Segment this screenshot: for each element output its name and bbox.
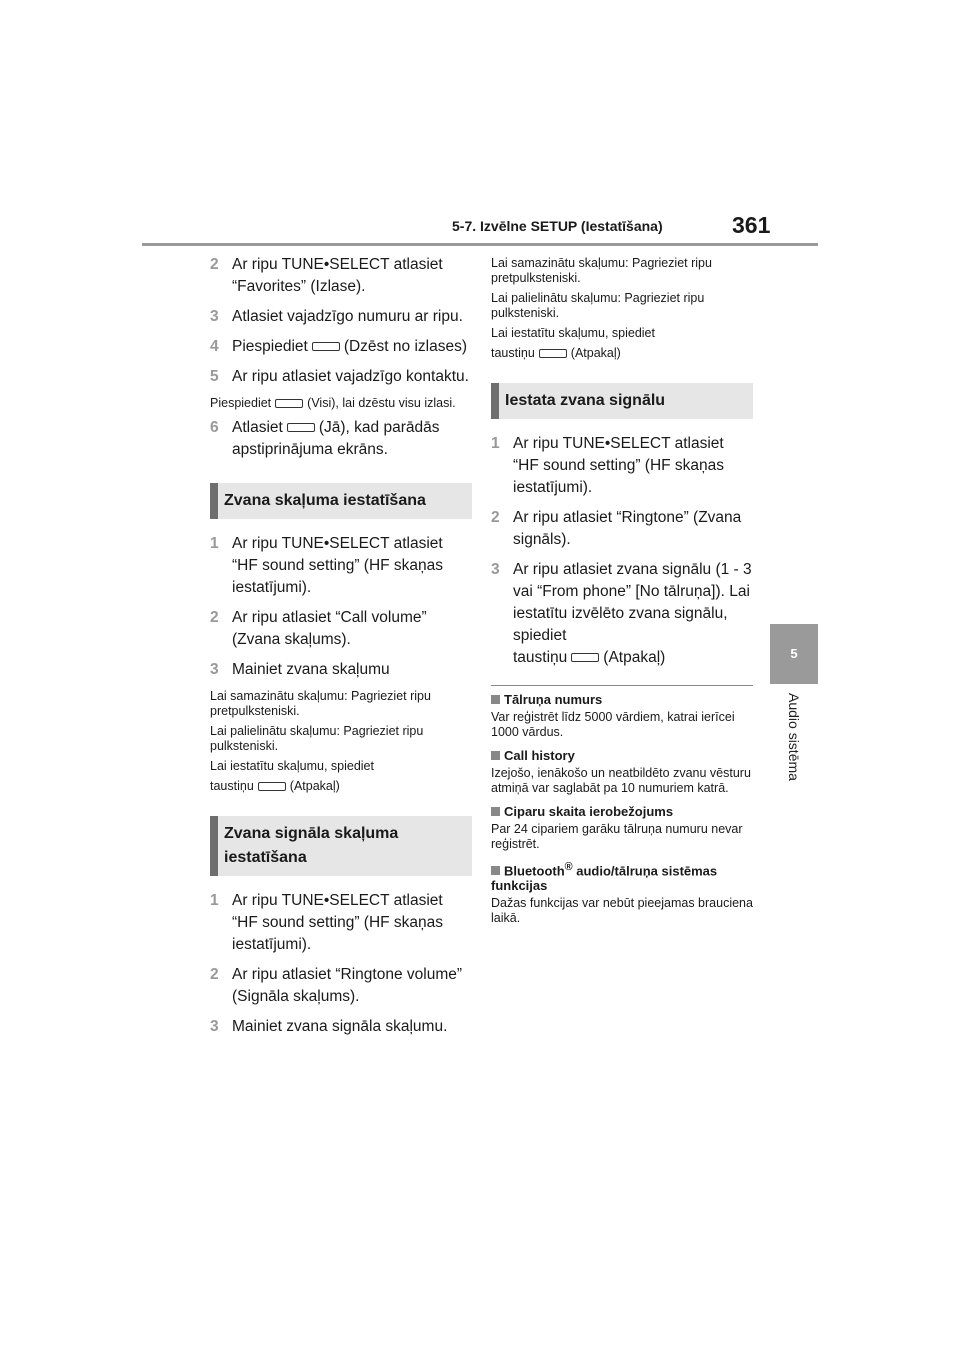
- step-number: 1: [491, 435, 500, 452]
- hint-body: Dažas funkcijas var nebūt pieejamas brauciena laikā.: [491, 896, 753, 926]
- step-number: 3: [210, 661, 219, 678]
- step-text: [513, 559, 753, 669]
- chapter-label: Audio sistēma: [786, 693, 802, 781]
- button-icon: [539, 349, 567, 358]
- hint-heading: [491, 804, 753, 819]
- right-column: [491, 254, 753, 934]
- step-text: Ar ripu atlasiet vajadzīgo kontaktu.: [232, 368, 469, 385]
- hint-title: Ciparu skaita ierobežojums: [504, 804, 674, 819]
- hint: [491, 804, 753, 852]
- note-post: (Visi), lai dzēstu visu izlasi.: [307, 396, 456, 410]
- square-bullet-icon: [491, 866, 500, 875]
- note-line: Lai palielinātu skaļumu: Pagrieziet ripu pulksteniski.: [210, 724, 424, 753]
- note: [210, 689, 472, 794]
- step-number: 2: [491, 509, 500, 526]
- note-line: Lai palielinātu skaļumu: Pagrieziet ripu pulksteniski.: [491, 291, 705, 320]
- step-number: 5: [210, 368, 219, 385]
- step: [210, 254, 472, 298]
- step-text: [232, 336, 472, 358]
- section-heading: Zvana skaļuma iestatīšana: [210, 483, 472, 519]
- step-text: Ar ripu TUNE•SELECT atlasiet “Favorites” (Izlase).: [232, 256, 443, 295]
- step-text-post: (Dzēst no izlases): [343, 338, 468, 355]
- square-bullet-icon: [491, 695, 500, 704]
- step-text: [232, 417, 472, 461]
- step: [210, 306, 472, 328]
- page-number: 361: [732, 212, 771, 238]
- button-icon: [275, 399, 303, 408]
- button-icon: [312, 342, 340, 351]
- left-column: [210, 254, 472, 1046]
- section-title: 5-7. Izvēlne SETUP (Iestatīšana): [452, 218, 663, 234]
- step-text-pre: taustiņu: [513, 649, 568, 666]
- step-text: Ar ripu atlasiet “Ringtone” (Zvana signāls).: [513, 509, 742, 548]
- step-text-post: (Jā), kad parādās apstiprinājuma ekrāns.: [232, 419, 440, 458]
- step: [210, 964, 472, 1008]
- hint: [491, 860, 753, 926]
- step: [491, 507, 753, 551]
- note-pre: Piespiediet: [210, 396, 272, 410]
- button-icon: [287, 423, 315, 432]
- step: [210, 1016, 472, 1038]
- hint-title-1: Bluetooth: [504, 863, 565, 879]
- hint: [491, 748, 753, 796]
- registered-mark: ®: [564, 861, 573, 873]
- step-text: Mainiet zvana signāla skaļumu.: [232, 1018, 448, 1035]
- note-post: (Atpakaļ): [570, 346, 621, 360]
- step-number: 3: [491, 561, 500, 578]
- step-text: Mainiet zvana skaļumu: [232, 661, 390, 678]
- hint: [491, 692, 753, 740]
- header-rule: [142, 243, 818, 246]
- section-heading: Zvana signāla skaļuma iestatīšana: [210, 816, 472, 876]
- note-line: [491, 346, 753, 361]
- note-line: Lai samazinātu skaļumu: Pagrieziet ripu pretpulksteniski.: [491, 256, 712, 285]
- step-number: 6: [210, 419, 219, 436]
- note: [491, 256, 753, 361]
- step-text-pre: Atlasiet: [232, 419, 283, 436]
- step-number: 2: [210, 966, 219, 983]
- button-icon: [258, 782, 286, 791]
- step-text-pre: Piespiediet: [232, 338, 308, 355]
- step: [210, 533, 472, 599]
- hint-title: Call history: [504, 748, 575, 763]
- section-heading: Iestata zvana signālu: [491, 383, 753, 419]
- note-pre: taustiņu: [491, 346, 535, 360]
- chapter-number: 5: [790, 646, 798, 661]
- note-line: Lai samazinātu skaļumu: Pagrieziet ripu pretpulksteniski.: [210, 689, 431, 718]
- note: [210, 396, 472, 411]
- step-number: 2: [210, 256, 219, 273]
- button-icon: [571, 653, 599, 662]
- step: [210, 890, 472, 956]
- hint-heading: [491, 748, 753, 763]
- step: [491, 559, 753, 669]
- step-text: Ar ripu atlasiet “Ringtone volume” (Signāla skaļums).: [232, 966, 463, 1005]
- step-text-main: Ar ripu atlasiet zvana signālu (1 - 3 vai “From phone” [No tālruņa]). Lai iestatītu izvēlēto zvana signālu, spiediet: [513, 561, 752, 644]
- step: [210, 336, 472, 358]
- hint-body: Var reģistrēt līdz 5000 vārdiem, katrai ierīcei 1000 vārdus.: [491, 710, 735, 739]
- hint-body: Izejošo, ienākošo un neatbildēto zvanu vēsturu atmiņā var saglabāt pa 10 numuriem katrā.: [491, 766, 751, 795]
- step-text: Ar ripu TUNE•SELECT atlasiet “HF sound setting” (HF skaņas iestatījumi).: [513, 435, 725, 496]
- step-text: Atlasiet vajadzīgo numuru ar ripu.: [232, 308, 463, 325]
- step: [210, 366, 472, 388]
- step-number: 3: [210, 1018, 219, 1035]
- step: [210, 417, 472, 461]
- step-number: 3: [210, 308, 219, 325]
- step-text: Ar ripu atlasiet “Call volume” (Zvana skaļums).: [232, 609, 427, 648]
- note-line: Lai iestatītu skaļumu, spiediet: [491, 326, 655, 340]
- step: [210, 659, 472, 681]
- step-number: 2: [210, 609, 219, 626]
- square-bullet-icon: [491, 807, 500, 816]
- square-bullet-icon: [491, 751, 500, 760]
- step-number: 1: [210, 892, 219, 909]
- hint-heading: [491, 860, 753, 893]
- step-number: 4: [210, 338, 219, 355]
- step-text: Ar ripu TUNE•SELECT atlasiet “HF sound setting” (HF skaņas iestatījumi).: [232, 535, 444, 596]
- step: [491, 433, 753, 499]
- note-pre: taustiņu: [210, 779, 254, 793]
- step-text: Ar ripu TUNE•SELECT atlasiet “HF sound setting” (HF skaņas iestatījumi).: [232, 892, 444, 953]
- hint-title: Tālruņa numurs: [504, 692, 603, 707]
- hint-body: Par 24 cipariem garāku tālruņa numuru nevar reģistrēt.: [491, 822, 743, 851]
- step-number: 1: [210, 535, 219, 552]
- hint-heading: [491, 692, 753, 707]
- note-post: (Atpakaļ): [289, 779, 340, 793]
- step: [210, 607, 472, 651]
- note-line: Lai iestatītu skaļumu, spiediet: [210, 759, 374, 773]
- step-text-post: (Atpakaļ): [603, 649, 666, 666]
- hint-title-2: audio/tālruņa sistēmas funkcijas: [491, 863, 718, 894]
- note-line: [210, 779, 472, 794]
- divider: [491, 685, 753, 686]
